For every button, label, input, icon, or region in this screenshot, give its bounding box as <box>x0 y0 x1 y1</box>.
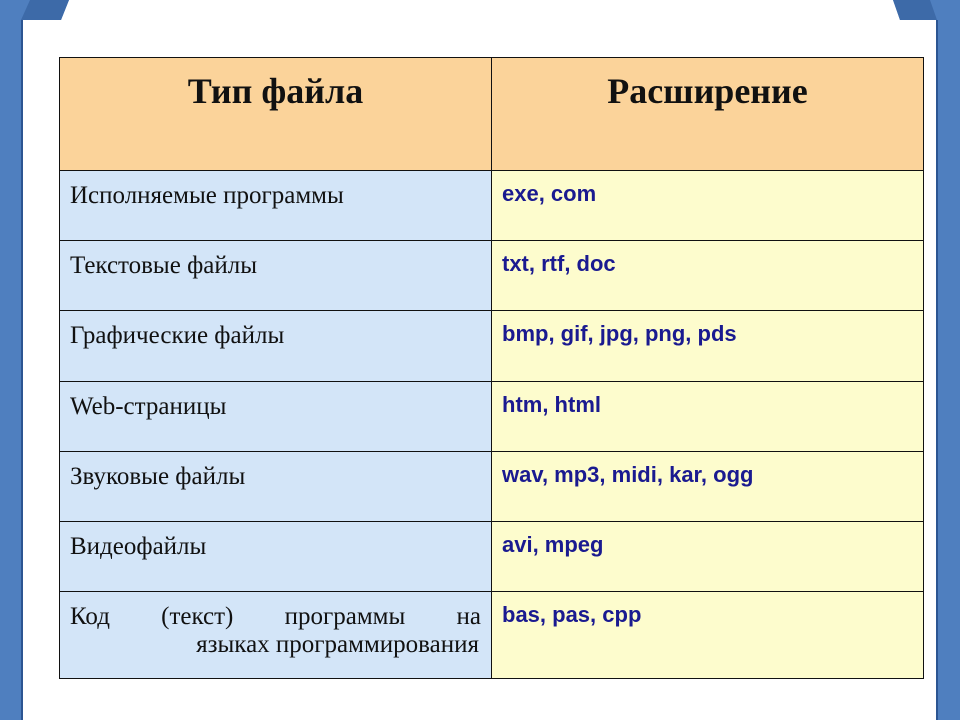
header-extension: Расширение <box>492 58 924 171</box>
cell-extension: htm, html <box>492 381 924 451</box>
cell-extension: avi, mpeg <box>492 521 924 591</box>
cell-file-type: Звуковые файлы <box>60 451 492 521</box>
cell-file-type: Текстовые файлы <box>60 241 492 311</box>
table-row <box>60 311 924 381</box>
cell-file-type-line1: Код (текст) программы на <box>70 602 481 630</box>
table-row <box>60 521 924 591</box>
file-types-table-wrap <box>59 57 924 679</box>
table-header-row <box>60 58 924 171</box>
cell-file-type: Графические файлы <box>60 311 492 381</box>
table-row <box>60 381 924 451</box>
table-row <box>60 241 924 311</box>
cell-extension: wav, mp3, midi, kar, ogg <box>492 451 924 521</box>
cell-extension: exe, com <box>492 171 924 241</box>
cell-extension: txt, rtf, doc <box>492 241 924 311</box>
right-frame-edge <box>893 0 937 20</box>
header-file-type: Тип файла <box>60 58 492 171</box>
cell-file-type-line2: языках программирования <box>196 630 479 658</box>
table-row <box>60 591 924 678</box>
file-types-table <box>59 57 924 679</box>
table-row <box>60 451 924 521</box>
cell-file-type <box>60 591 492 678</box>
cell-extension: bmp, gif, jpg, png, pds <box>492 311 924 381</box>
cell-file-type: Видеофайлы <box>60 521 492 591</box>
cell-file-type: Исполняемые программы <box>60 171 492 241</box>
cell-extension: bas, pas, cpp <box>492 591 924 678</box>
table-row <box>60 171 924 241</box>
cell-file-type: Web-страницы <box>60 381 492 451</box>
